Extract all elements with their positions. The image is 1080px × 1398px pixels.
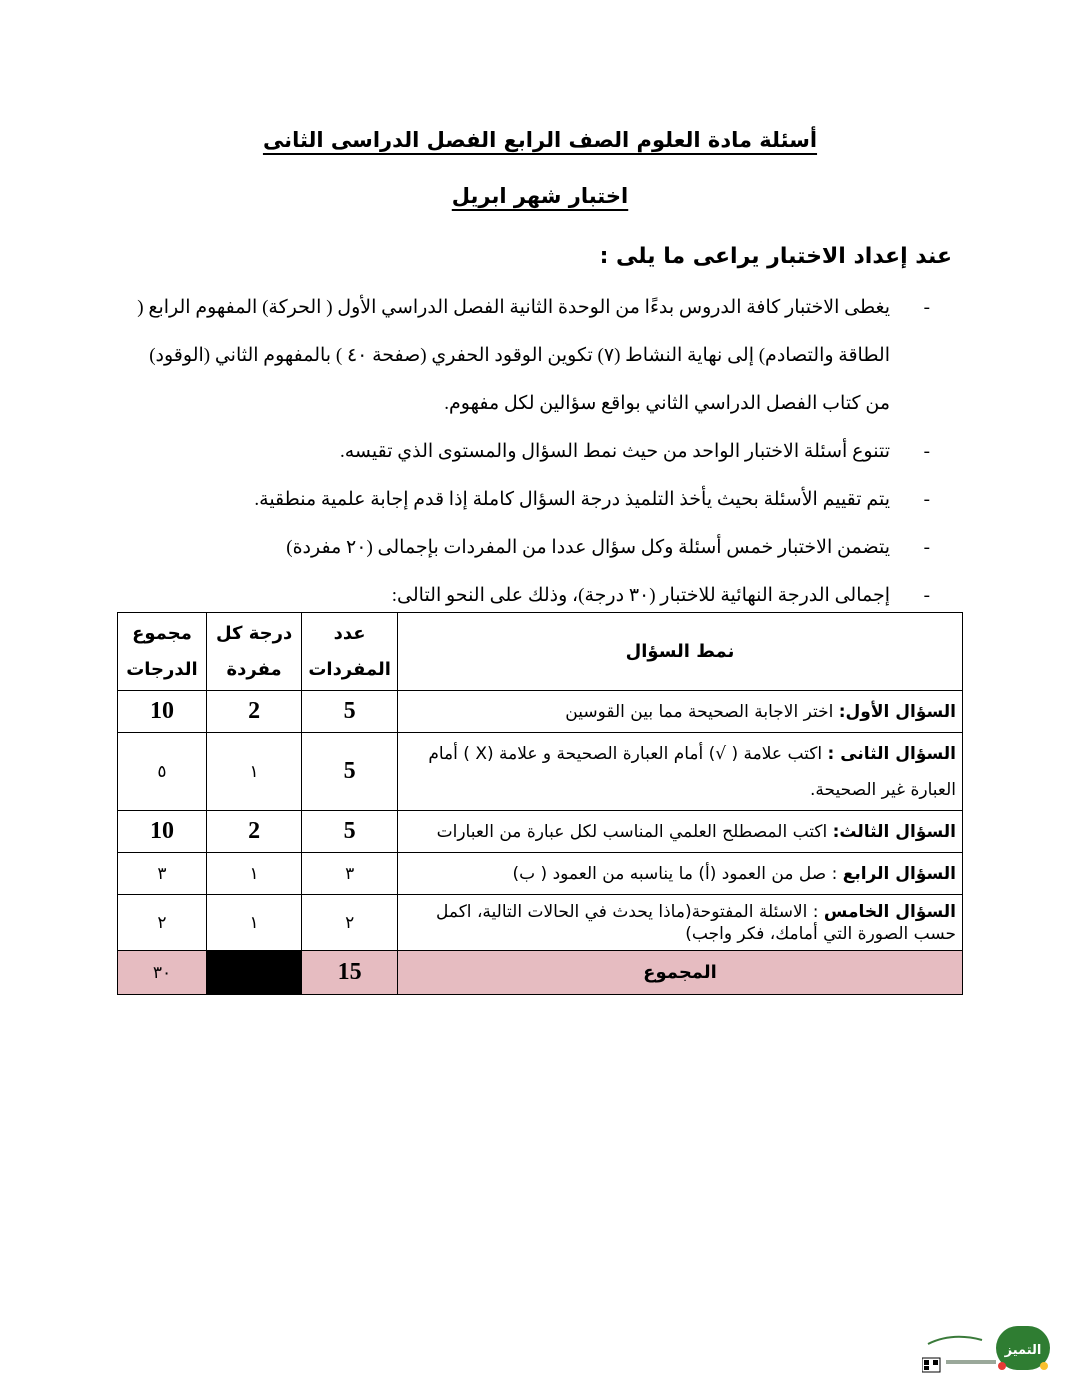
logo-text: التميز: [1004, 1343, 1042, 1358]
total-label: المجموع: [397, 951, 962, 995]
table-row: [118, 733, 963, 811]
question-label: السؤال الثانى :: [827, 743, 956, 764]
total-score-cell: ٣: [118, 853, 207, 895]
brand-logo: [922, 1322, 1052, 1374]
question-label: السؤال الخامس: [823, 901, 956, 922]
guideline-item: - تتنوع أسئلة الاختبار الواحد من حيث نمط السؤال والمستوى الذي تقيسه.: [130, 428, 930, 476]
item-score-cell: ١: [206, 895, 301, 951]
table-header-row: [118, 613, 963, 691]
guideline-item: - يتضمن الاختبار خمس أسئلة وكل سؤال عددا من المفردات بإجمالى (٢٠ مفردة): [130, 524, 930, 572]
header-item-score: درجة كل مفردة: [206, 613, 301, 691]
question-text: اختر الاجابة الصحيحة مما بين القوسين: [565, 701, 839, 722]
question-text: اكتب المصطلح العلمي المناسب لكل عبارة من العبارات: [436, 821, 833, 842]
total-score-cell: ٥: [118, 733, 207, 811]
total-score-cell: 10: [118, 691, 207, 733]
question-label: السؤال الثالث:: [832, 821, 956, 842]
question-label: السؤال الرابع: [842, 863, 956, 884]
guideline-item: - إجمالى الدرجة النهائية للاختبار (٣٠ درجة)، وذلك على النحو التالى:: [130, 572, 930, 620]
total-score-cell: 10: [118, 811, 207, 853]
question-text: : صل من العمود (أ) ما يناسبه من العمود ( ب): [512, 863, 843, 884]
question-cell: [397, 853, 962, 895]
table-row: [118, 895, 963, 951]
question-text: : الاسئلة المفتوحة(ماذا يحدث في الحالات التالية، اكمل حسب الصورة التي أمامك، فكر واجب): [436, 901, 956, 944]
table-row: [118, 811, 963, 853]
question-cell: [397, 811, 962, 853]
question-cell: [397, 733, 962, 811]
question-cell: [397, 895, 962, 951]
total-score-cell: ٢: [118, 895, 207, 951]
item-score-cell: ١: [206, 853, 301, 895]
grand-total-cell: ٣٠: [118, 951, 207, 995]
guideline-item: - يتم تقييم الأسئلة بحيث يأخذ التلميذ درجة السؤال كاملة إذا قدم إجابة علمية منطقية.: [130, 476, 930, 524]
header-total-score: مجموع الدرجات: [118, 613, 207, 691]
blacked-out-cell: [206, 951, 301, 995]
guideline-item: - يغطى الاختبار كافة الدروس بدءًا من الوحدة الثانية الفصل الدراسي الأول ( الحركة) المفهوم الرابع ( الطاقة والتصادم) إلى نهاية النشاط (٧) تكوين الوقود الحفري (صفحة ٤٠ ) بالمفهوم الثاني (الوقود) من كتاب الفصل الدراسي الثاني بواقع سؤالين لكل مفهوم.: [130, 284, 930, 428]
page-title: أسئلة مادة العلوم الصف الرابع الفصل الدراسى الثانى: [262, 128, 818, 152]
item-score-cell: 2: [206, 691, 301, 733]
header-question-type: نمط السؤال: [397, 613, 962, 691]
item-score-cell: 2: [206, 811, 301, 853]
header-item-count: عدد المفردات: [302, 613, 398, 691]
guidelines-list: [130, 284, 930, 620]
question-cell: [397, 691, 962, 733]
table-total-row: [118, 951, 963, 995]
intro-heading: عند إعداد الاختبار يراعى ما يلى :: [599, 244, 952, 269]
count-cell: 5: [302, 733, 398, 811]
page-subtitle: اختبار شهر ابريل: [451, 184, 629, 208]
total-count-cell: 15: [302, 951, 398, 995]
score-table: [117, 612, 963, 995]
count-cell: ٣: [302, 853, 398, 895]
count-cell: 5: [302, 811, 398, 853]
table-row: [118, 853, 963, 895]
count-cell: 5: [302, 691, 398, 733]
item-score-cell: ١: [206, 733, 301, 811]
count-cell: ٢: [302, 895, 398, 951]
table-row: [118, 691, 963, 733]
question-label: السؤال الأول:: [838, 701, 956, 722]
logo-icon: [922, 1322, 1052, 1374]
question-text: اكتب علامة ( √) أمام العبارة الصحيحة و علامة (X ) أمام العبارة غير الصحيحة.: [428, 743, 956, 800]
